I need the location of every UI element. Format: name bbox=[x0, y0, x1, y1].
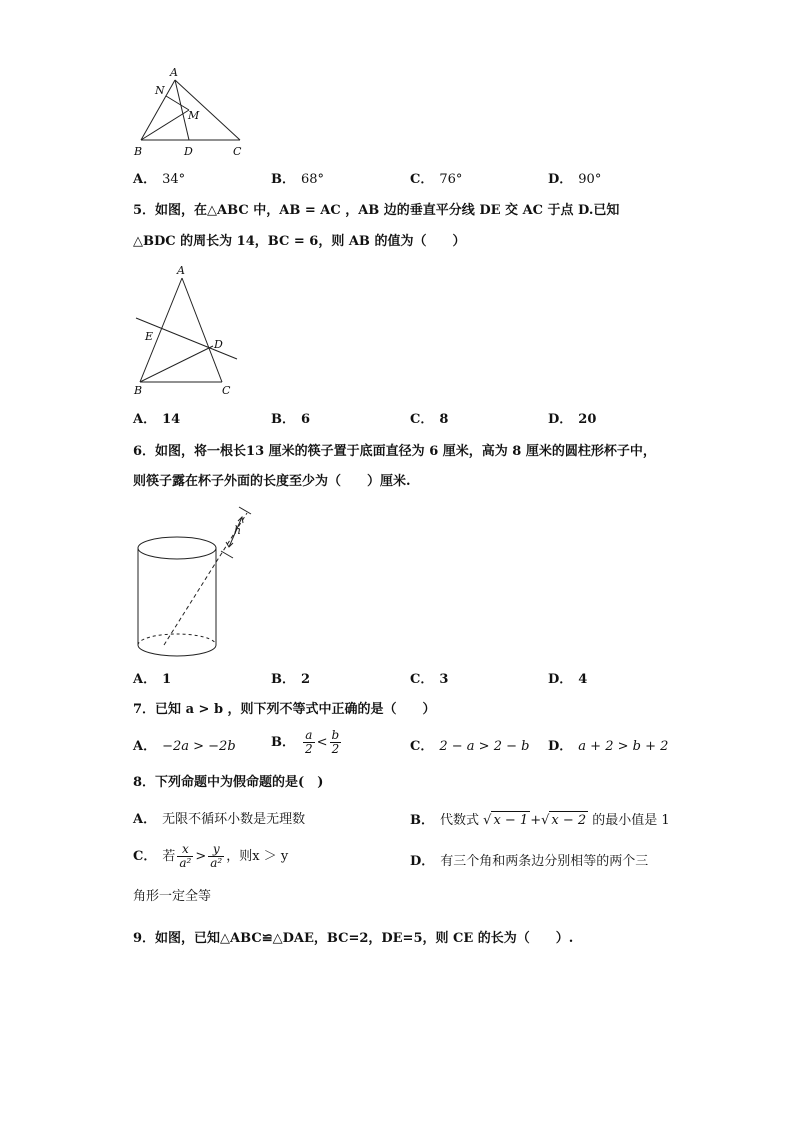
fig5-label-d: D bbox=[214, 338, 223, 351]
option-letter: B． bbox=[271, 735, 295, 750]
fig5-label-a: A bbox=[177, 264, 185, 277]
figure-q5 bbox=[130, 262, 245, 400]
q7-option-b[interactable] bbox=[271, 729, 343, 756]
q5-option-b[interactable] bbox=[271, 411, 310, 429]
q4-option-a[interactable] bbox=[133, 171, 185, 189]
fraction-numerator: a bbox=[303, 729, 315, 743]
option-letter: B． bbox=[271, 172, 295, 187]
q8-option-d[interactable] bbox=[410, 853, 648, 871]
fig5-label-c: C bbox=[222, 384, 231, 397]
option-suffix: ，则x ＞ y bbox=[226, 849, 289, 864]
option-letter: A． bbox=[133, 672, 157, 687]
option-letter: A． bbox=[133, 812, 157, 827]
fig4-label-c: C bbox=[233, 145, 242, 158]
option-prefix: 若 bbox=[162, 849, 176, 864]
fraction-denominator: 2 bbox=[305, 742, 313, 756]
relation-symbol: > bbox=[195, 849, 207, 864]
q6-option-a[interactable] bbox=[133, 671, 171, 689]
option-text: 76° bbox=[439, 172, 463, 187]
option-letter: B． bbox=[271, 672, 295, 687]
figure-q4 bbox=[130, 64, 255, 160]
option-text: 1 bbox=[162, 672, 172, 687]
option-letter: A． bbox=[133, 172, 157, 187]
fraction-a-over-2 bbox=[303, 729, 315, 756]
q5-stem-line1: 5．如图，在△ABC 中，AB = AC ，AB 边的垂直平分线 DE 交 AC 于点 D.已知 bbox=[133, 203, 620, 218]
fraction-numerator: b bbox=[331, 728, 340, 742]
option-text: a + 2 > b + 2 bbox=[578, 739, 669, 754]
option-text: 6 bbox=[301, 412, 311, 427]
option-letter: D． bbox=[410, 854, 435, 869]
option-letter: C． bbox=[410, 412, 434, 427]
q6-option-d[interactable] bbox=[548, 671, 587, 689]
q7-option-a[interactable] bbox=[133, 738, 236, 756]
plus-symbol: + bbox=[530, 813, 542, 828]
fig4-label-b: B bbox=[134, 145, 143, 158]
option-text: −2a > −2b bbox=[162, 739, 236, 754]
fraction-numerator: y bbox=[208, 843, 224, 857]
fig4-label-m: M bbox=[188, 109, 200, 122]
q8-stem: 8．下列命题中为假命题的是( ) bbox=[133, 775, 324, 790]
q5-stem-line2: △BDC 的周长为 14，BC = 6，则 AB 的值为（ ） bbox=[133, 234, 466, 249]
option-text-line1: 有三个角和两条边分别相等的两个三 bbox=[440, 854, 649, 869]
fraction-x-over-a2 bbox=[177, 843, 193, 870]
fig6-label-h: h bbox=[234, 524, 242, 537]
option-text: 无限不循环小数是无理数 bbox=[162, 812, 306, 827]
option-letter: A． bbox=[133, 739, 157, 754]
relation-symbol: < bbox=[316, 735, 328, 750]
q6-stem-line1: 6．如图，将一根长13 厘米的筷子置于底面直径为 6 厘米，高为 8 厘米的圆柱形杯子中， bbox=[133, 444, 656, 459]
q7-option-d[interactable] bbox=[548, 738, 668, 756]
fig5-label-e: E bbox=[145, 330, 154, 343]
fig4-label-d: D bbox=[184, 145, 193, 158]
option-letter: D． bbox=[548, 412, 573, 427]
fig4-label-n: N bbox=[155, 84, 165, 97]
fraction-denominator: a² bbox=[179, 856, 192, 870]
option-text: 90° bbox=[578, 172, 602, 187]
option-letter: C． bbox=[410, 672, 434, 687]
option-text: 4 bbox=[578, 672, 588, 687]
radicand-2: x − 2 bbox=[551, 813, 587, 828]
option-text: 14 bbox=[162, 412, 181, 427]
q5-option-d[interactable] bbox=[548, 411, 596, 429]
option-letter: D． bbox=[548, 739, 573, 754]
q8-option-b[interactable]: B． 代数式 √ x − 1 +√ x − 2 的最小值是 1 bbox=[410, 813, 670, 828]
fig5-label-b: B bbox=[134, 384, 143, 397]
option-text: 20 bbox=[578, 412, 597, 427]
option-letter: B． bbox=[271, 412, 295, 427]
option-text: 68° bbox=[301, 172, 325, 187]
q6-stem-line2: 则筷子露在杯子外面的长度至少为（ ）厘米. bbox=[133, 474, 411, 489]
q4-option-b[interactable] bbox=[271, 171, 324, 189]
option-text: 2 bbox=[301, 672, 311, 687]
q7-option-c[interactable] bbox=[410, 738, 529, 756]
q8-option-c[interactable] bbox=[133, 843, 288, 870]
fraction-denominator: a² bbox=[210, 856, 223, 870]
q4-option-c[interactable] bbox=[410, 171, 462, 189]
option-suffix: 的最小值是 1 bbox=[588, 813, 670, 828]
fraction-y-over-a2 bbox=[208, 843, 224, 870]
option-letter: C． bbox=[410, 739, 434, 754]
q9-stem: 9．如图，已知△ABC≌△DAE，BC=2，DE=5，则 CE 的长为（ ）. bbox=[133, 931, 574, 946]
option-letter: D． bbox=[548, 172, 573, 187]
option-text: 34° bbox=[162, 172, 186, 187]
fraction-denominator: 2 bbox=[331, 742, 340, 756]
option-text-line2: 角形一定全等 bbox=[133, 889, 212, 904]
q5-option-c[interactable] bbox=[410, 411, 448, 429]
figure-q6 bbox=[130, 500, 260, 662]
q8-option-a[interactable] bbox=[133, 811, 305, 829]
q5-option-a[interactable] bbox=[133, 411, 180, 429]
option-text: 2 − a > 2 − b bbox=[439, 739, 530, 754]
option-letter: D． bbox=[548, 672, 573, 687]
q6-option-b[interactable] bbox=[271, 671, 310, 689]
q4-option-d[interactable] bbox=[548, 171, 601, 189]
option-text: 8 bbox=[439, 412, 449, 427]
option-letter: B． bbox=[410, 813, 434, 828]
option-text: 3 bbox=[439, 672, 449, 687]
fraction-b-over-2 bbox=[330, 729, 342, 756]
fraction-numerator: x bbox=[177, 843, 193, 857]
q7-stem: 7．已知 a > b ，则下列不等式中正确的是（ ） bbox=[133, 702, 436, 717]
option-letter: C． bbox=[133, 849, 157, 864]
q8-option-d-continuation bbox=[133, 888, 211, 906]
option-prefix: 代数式 bbox=[440, 813, 484, 828]
q6-option-c[interactable] bbox=[410, 671, 448, 689]
option-letter: A． bbox=[133, 412, 157, 427]
option-letter: C． bbox=[410, 172, 434, 187]
radicand-1: x − 1 bbox=[493, 813, 529, 828]
fig4-label-a: A bbox=[170, 66, 178, 79]
